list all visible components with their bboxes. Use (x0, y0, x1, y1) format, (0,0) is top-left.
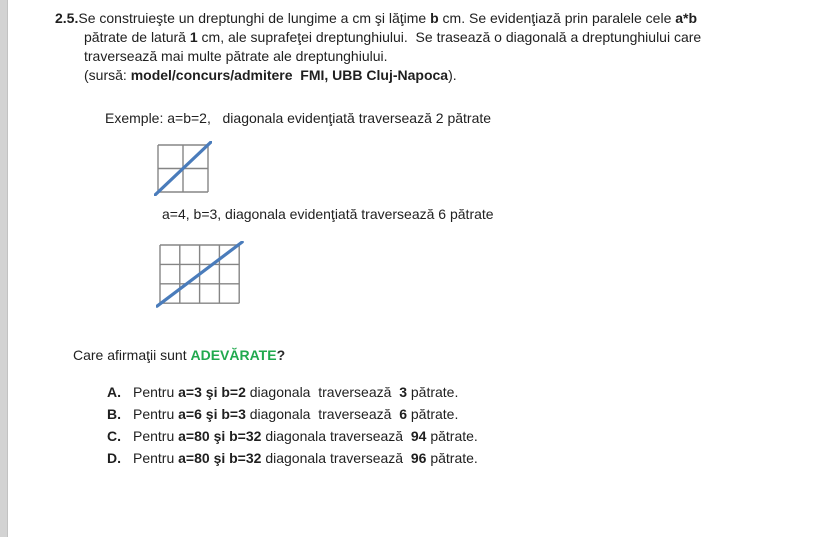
problem-statement-line-2 (84, 28, 701, 47)
text-segment: 1 (189, 29, 198, 45)
text-segment: Pentru (133, 384, 179, 400)
option-text-d (133, 450, 478, 466)
text-segment: cm, ale suprafeţei dreptunghiului. Se trasează o diagonală a dreptunghiului care (197, 29, 702, 45)
problem-line1-text (78, 10, 697, 26)
text-segment: a*b (675, 10, 698, 26)
option-letter-b: B. (107, 406, 121, 422)
problem-statement-line-3 (84, 47, 388, 66)
text-segment: 96 (410, 450, 427, 466)
text-segment: a=80 şi b=32 (178, 428, 262, 444)
text-segment: diagonala traversează (245, 384, 400, 400)
text-segment: Pentru (133, 406, 179, 422)
question-prefix: Care afirmaţii sunt (73, 347, 191, 363)
page-edge-strip (0, 0, 8, 537)
text-segment: (sursă: (84, 67, 131, 83)
option-row-b (107, 405, 458, 424)
text-segment: 6 (399, 406, 407, 422)
text-segment: diagonala traversează (245, 406, 400, 422)
unit-squares-grid (156, 241, 244, 308)
text-segment: cm. Se evidenţiază prin paralele cele (438, 10, 676, 26)
text-segment: a=80 şi b=32 (178, 450, 262, 466)
grid-figure-2x2 (154, 141, 212, 196)
text-segment: pătrate. (406, 384, 459, 400)
text-segment: pătrate. (426, 428, 478, 444)
option-letter-a: A. (107, 384, 121, 400)
option-text-a (133, 384, 458, 400)
option-letter-c: C. (107, 428, 121, 444)
unit-squares-grid (154, 141, 212, 196)
question-line (73, 346, 285, 365)
text-segment: 94 (410, 428, 427, 444)
problem-source-line (84, 66, 457, 85)
option-text-b (133, 406, 458, 422)
text-segment: Pentru (133, 428, 179, 444)
problem-statement-line-1 (55, 9, 697, 28)
example1-label: Exemple: a=b=2, diagonala evidenţiată traversează 2 pătrate (105, 110, 492, 126)
question-suffix: ? (276, 347, 286, 363)
text-segment: pătrate de latură (84, 29, 190, 45)
question-highlight: ADEVĂRATE (190, 347, 277, 363)
problem-number: 2.5. (55, 10, 79, 26)
text-segment: traversează mai multe pătrate ale dreptunghiului. (84, 48, 388, 64)
text-segment: diagonala traversează (261, 428, 411, 444)
option-row-a (107, 383, 458, 402)
grid-figure-4x3 (156, 241, 244, 308)
text-segment: model/concurs/admitere FMI, UBB Cluj-Napoca (130, 67, 449, 83)
text-segment: pătrate. (406, 406, 459, 422)
option-row-d (107, 449, 478, 468)
text-segment: diagonala traversează (261, 450, 411, 466)
text-segment: Pentru (133, 450, 179, 466)
example2-label: a=4, b=3, diagonala evidenţiată traversează 6 pătrate (162, 206, 494, 222)
text-segment: 3 (399, 384, 407, 400)
text-segment: a=6 şi b=3 (178, 406, 246, 422)
text-segment: Se construieşte un dreptunghi de lungime a cm şi lăţime (78, 10, 431, 26)
option-text-c (133, 428, 478, 444)
text-segment: b (430, 10, 439, 26)
text-segment: ). (448, 67, 457, 83)
option-letter-d: D. (107, 450, 121, 466)
option-row-c (107, 427, 478, 446)
text-segment: a=3 şi b=2 (178, 384, 246, 400)
text-segment: pătrate. (426, 450, 478, 466)
